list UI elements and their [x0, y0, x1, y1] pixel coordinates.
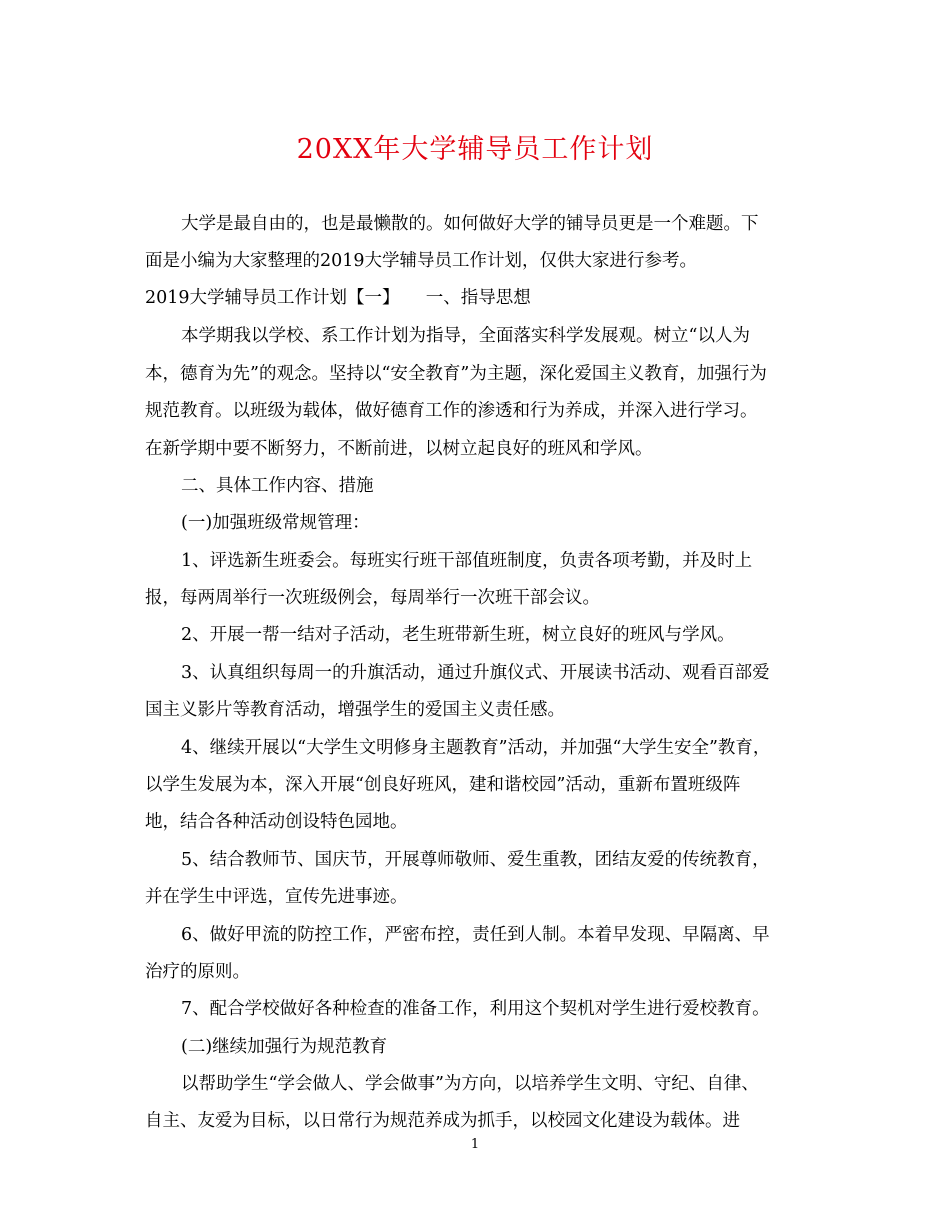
paragraph-line: 本学期我以学校、系工作计划为指导，全面落实科学发展观。树立“以人为 [181, 326, 750, 346]
paragraph-line: (二)继续加强行为规范教育 [181, 1037, 388, 1057]
paragraph-line: 国主义影片等教育活动，增强学生的爱国主义责任感。 [145, 700, 565, 720]
paragraph-line: 并在学生中评选，宣传先进事迹。 [145, 887, 408, 907]
paragraph-line: 2、开展一帮一结对子活动，老生班带新生班，树立良好的班风与学风。 [181, 625, 735, 645]
paragraph-line: 6、做好甲流的防控工作，严密布控，责任到人制。本着早发现、早隔离、早 [181, 925, 770, 945]
paragraph-line: 治疗的原则。 [145, 962, 250, 982]
paragraph-line: 3、认真组织每周一的升旗活动，通过升旗仪式、开展读书活动、观看百部爱 [181, 663, 770, 683]
paragraph-line: 在新学期中要不断努力，不断前进，以树立起良好的班风和学风。 [145, 439, 653, 459]
document-title: 20XX年大学辅导员工作计划 [296, 134, 654, 165]
paragraph-line: 面是小编为大家整理的2019大学辅导员工作计划，仅供大家进行参考。 [145, 251, 698, 271]
paragraph-line: 自主、友爱为目标，以日常行为规范养成为抓手，以校园文化建设为载体。进 [145, 1111, 740, 1131]
paragraph-line: (一)加强班级常规管理： [181, 513, 370, 533]
paragraph-line: 本，德育为先”的观念。坚持以“安全教育”为主题，深化爱国主义教育，加强行为 [145, 364, 767, 384]
paragraph-line: 2019大学辅导员工作计划【一】 一、指导思想 [145, 288, 531, 308]
paragraph-line: 以学生发展为本，深入开展“创良好班风，建和谐校园”活动，重新布置班级阵 [145, 775, 741, 795]
paragraph-line: 5、结合教师节、国庆节，开展尊师敬师、爱生重教，团结友爱的传统教育， [181, 850, 770, 870]
paragraph-line: 7、配合学校做好各种检查的准备工作，利用这个契机对学生进行爱校教育。 [181, 999, 770, 1019]
paragraph-line: 大学是最自由的，也是最懒散的。如何做好大学的铺导员更是一个难题。下 [181, 214, 759, 234]
paragraph-line: 规范教育。以班级为载体，做好德育工作的渗透和行为养成，并深入进行学习。 [145, 401, 758, 421]
paragraph-line: 1、评选新生班委会。每班实行班干部值班制度，负责各项考勤，并及时上 [181, 551, 753, 571]
paragraph-line: 以帮助学生“学会做人、学会做事”为方向，以培养学生文明、守纪、自律、 [181, 1074, 759, 1094]
page-number: 1 [470, 1137, 480, 1152]
paragraph-line: 二、具体工作内容、措施 [181, 476, 374, 496]
paragraph-line: 地，结合各种活动创设特色园地。 [145, 812, 408, 832]
paragraph-line: 报，每两周举行一次班级例会，每周举行一次班干部会议。 [145, 588, 600, 608]
paragraph-line: 4、继续开展以“大学生文明修身主题教育”活动，并加强“大学生安全”教育， [181, 738, 771, 758]
